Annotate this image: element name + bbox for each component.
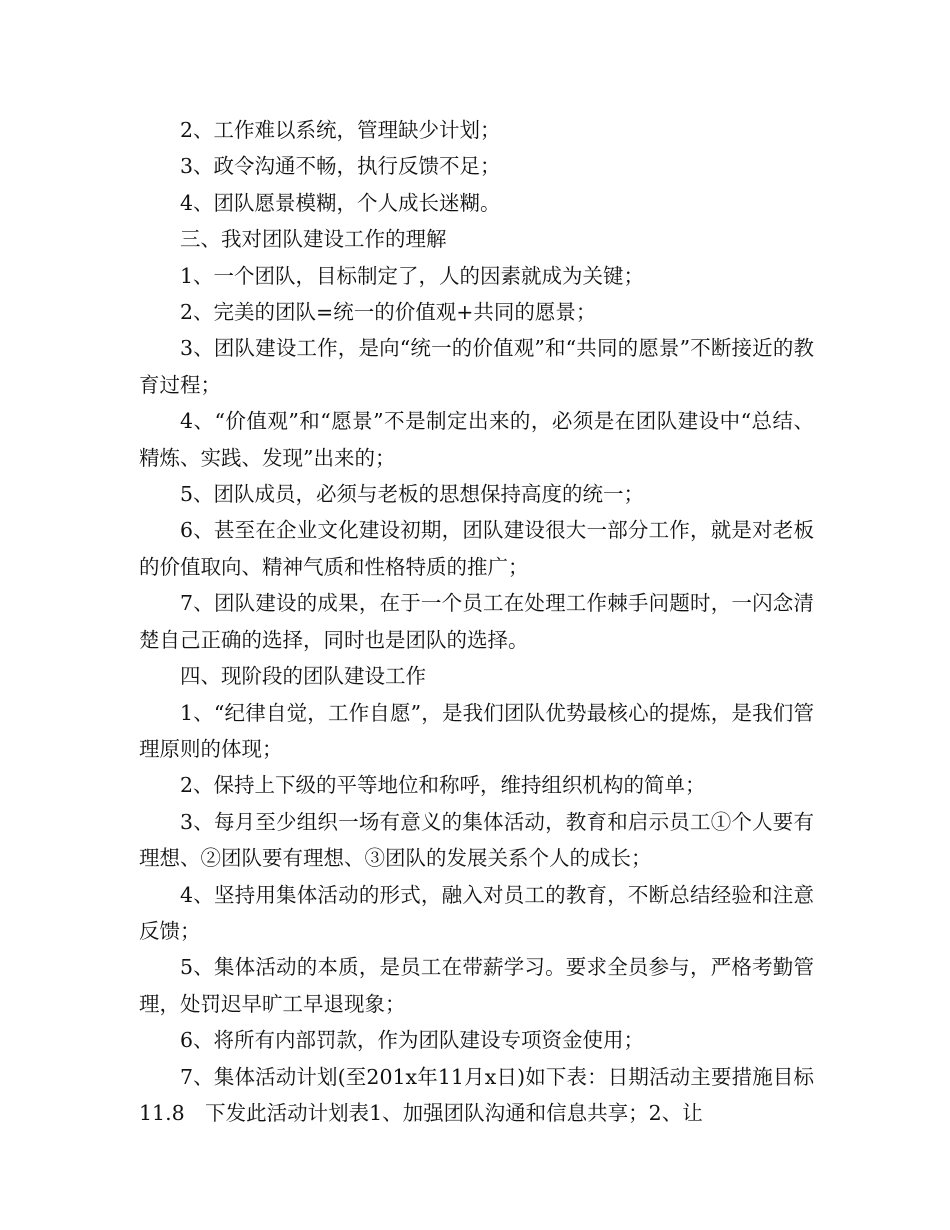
list-item: 3、团队建设工作，是向“统一的价值观”和“共同的愿景”不断接近的教育过程； (139, 336, 814, 397)
list-item: 1、一个团队，目标制定了，人的因素就成为关键； (180, 263, 645, 288)
section-heading: 四、现阶段的团队建设工作 (180, 664, 426, 689)
list-item: 7、集体活动计划(至201x年11月x日)如下表：日期活动主要措施目标11.8 下发此活动计划表1、加强团队沟通和信息共享；2、让 (139, 1064, 814, 1125)
list-item: 3、政令沟通不畅，执行反馈不足； (180, 154, 501, 179)
list-item: 1、“纪律自觉，工作自愿”，是我们团队优势最核心的提炼，是我们管理原则的体现； (139, 700, 814, 761)
list-item: 4、坚持用集体活动的形式，融入对员工的教育，不断总结经验和注意反馈； (139, 882, 814, 943)
list-item: 7、团队建设的成果，在于一个员工在处理工作棘手问题时，一闪念清楚自己正确的选择，同时也是团队的选择。 (139, 591, 814, 652)
list-item: 2、工作难以系统，管理缺少计划； (180, 118, 501, 142)
document-body (139, 112, 814, 1131)
list-item: 6、甚至在企业文化建设初期，团队建设很大一部分工作，就是对老板的价值取向、精神气质和性格特质的推广； (139, 518, 814, 579)
section-heading: 三、我对团队建设工作的理解 (180, 227, 447, 252)
list-item: 2、保持上下级的平等地位和称呼，维持组织机构的简单； (180, 773, 706, 798)
list-item: 4、团队愿景模糊，个人成长迷糊。 (180, 190, 501, 215)
list-item: 2、完美的团队=统一的价值观+共同的愿景； (180, 300, 597, 325)
list-item: 6、将所有内部罚款，作为团队建设专项资金使用； (180, 1028, 645, 1053)
list-item: 4、“价值观”和“愿景”不是制定出来的，必须是在团队建设中“总结、精炼、实践、发现”出来的； (139, 409, 814, 470)
list-item: 3、每月至少组织一场有意义的集体活动，教育和启示员工①个人要有理想、②团队要有理想、③团队的发展关系个人的成长； (139, 809, 814, 871)
list-item: 5、团队成员，必须与老板的思想保持高度的统一； (180, 482, 645, 507)
list-item: 5、集体活动的本质，是员工在带薪学习。要求全员参与，严格考勤管理，处罚迟早旷工早退现象； (139, 955, 814, 1016)
